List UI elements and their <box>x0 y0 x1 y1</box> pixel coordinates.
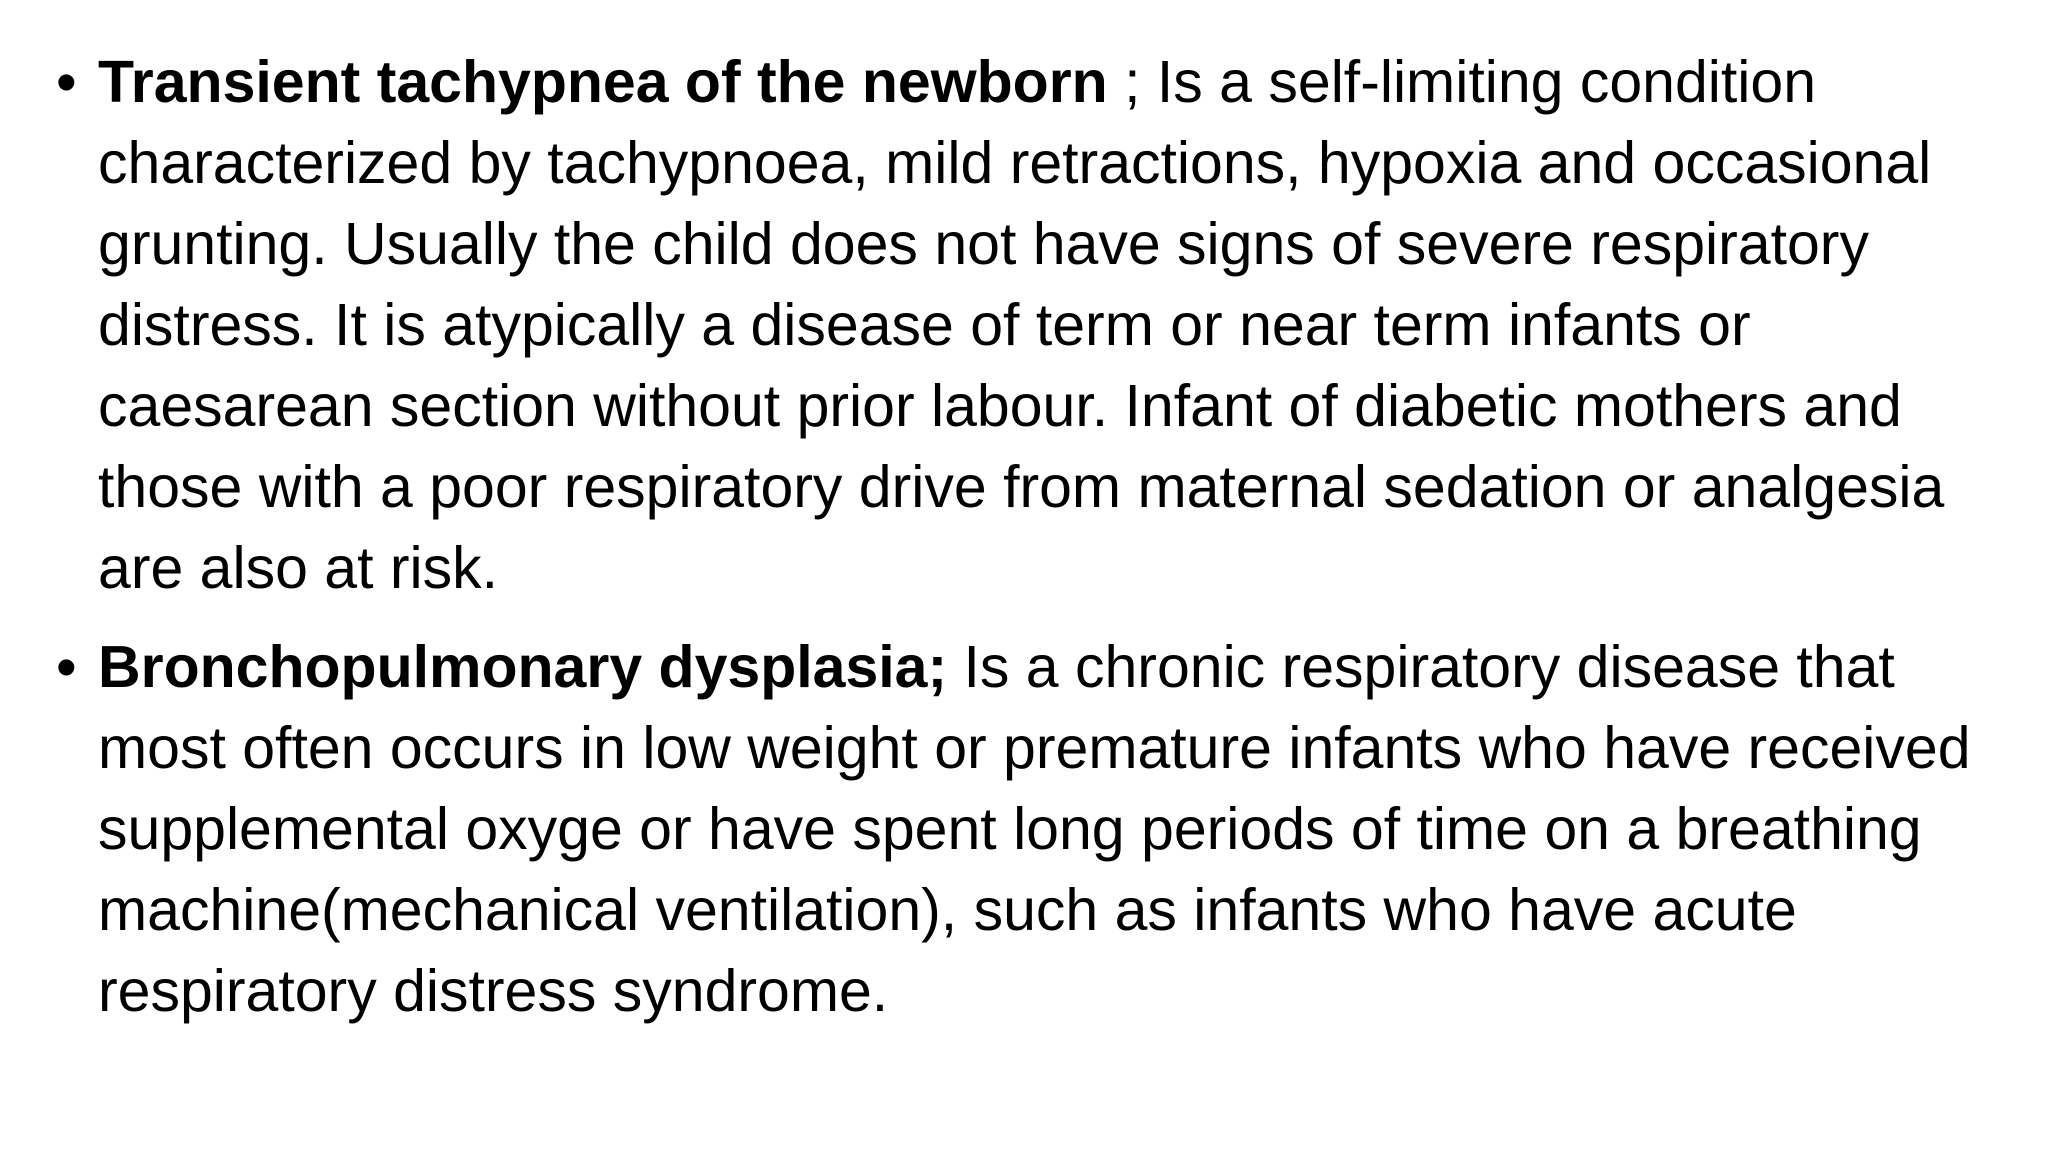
bullet-marker: • <box>56 49 77 115</box>
bullet-description: Is a chronic respiratory disease that most often occurs in low weight or premature infants who have received supplemental oxyge or have spent long periods of time on a breathing machine(mechanical ventilation), such as infants who have acute respiratory distress syndrome. <box>98 634 1971 1024</box>
bullet-list <box>56 42 2006 1032</box>
bullet-item-bronchopulmonary-dysplasia <box>56 627 2006 1032</box>
bullet-term: Transient tachypnea of the newborn <box>98 49 1108 115</box>
bullet-marker: • <box>56 634 77 700</box>
bullet-term: Bronchopulmonary dysplasia; <box>98 634 948 700</box>
bullet-item-transient-tachypnea <box>56 42 2006 609</box>
bullet-description: ; Is a self-limiting condition characterized by tachypnoea, mild retractions, hypoxia and occasional grunting. Usually the child does not have signs of severe respiratory distress. It is atypically a disease of term or near term infants or caesarean section without prior labour. Infant of diabetic mothers and those with a poor respiratory drive from maternal sedation or analgesia are also at risk. <box>98 49 1945 601</box>
